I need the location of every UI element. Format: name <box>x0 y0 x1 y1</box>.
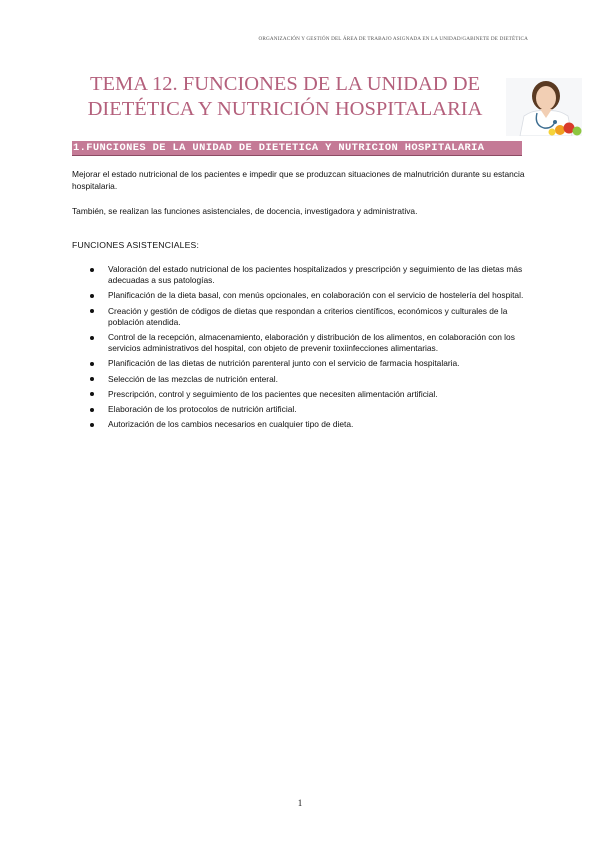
section-heading-bar <box>72 141 522 156</box>
list-item-text: Valoración del estado nutricional de los pacientes hospitalizados y prescripción y seguimiento de las dietas más adecuadas a sus patologías. <box>108 264 523 286</box>
bullet-icon <box>90 423 94 427</box>
page-title-line-1: TEMA 12. FUNCIONES DE LA UNIDAD DE <box>89 73 481 95</box>
running-header: ORGANIZACIÓN Y GESTIÓN DEL ÁREA DE TRABAJO ASIGNADA EN LA UNIDAD/GABINETE DE DIETÉTICA <box>258 36 528 42</box>
page-title <box>72 72 498 122</box>
list-item <box>90 332 530 354</box>
bullet-icon <box>90 377 94 381</box>
dietitian-photo <box>506 78 582 136</box>
list-item-text: Planificación de las dietas de nutrición parenteral junto con el servicio de farmacia hospitalaria. <box>108 358 460 369</box>
list-item-text: Prescripción, control y seguimiento de los pacientes que necesiten alimentación artificial. <box>108 388 438 399</box>
list-item-text: Creación y gestión de códigos de dietas que respondan a criterios científicos, económicos y culturales de la población atendida. <box>108 305 508 327</box>
bullet-icon <box>90 268 94 272</box>
section-heading: 1.FUNCIONES DE LA UNIDAD DE DIETETICA Y NUTRICION HOSPITALARIA <box>73 142 485 154</box>
list-item <box>90 306 530 328</box>
list-item <box>90 404 530 415</box>
list-item-text: Control de la recepción, almacenamiento, elaboración y distribución de los alimentos, en colaboración con los servicios administrativos del hospital, con objeto de prevenir toxiinfecciones alimentarias. <box>108 332 515 354</box>
list-item-text: Elaboración de los protocolos de nutrición artificial. <box>108 404 297 415</box>
list-item <box>90 264 530 286</box>
bullet-icon <box>90 294 94 298</box>
list-item <box>90 419 530 430</box>
list-item <box>90 358 530 369</box>
bullet-icon <box>90 362 94 366</box>
bullet-icon <box>90 392 94 396</box>
intro-paragraph: Mejorar el estado nutricional de los pacientes e impedir que se produzcan situaciones de malnutrición durante su estancia hospitalaria. <box>72 169 525 191</box>
bullet-list <box>90 264 530 434</box>
list-item-text: Planificación de la dieta basal, con menús opcionales, en colaboración con el servicio de hostelería del hospital. <box>108 290 524 301</box>
page-title-line-2: DIETÉTICA Y NUTRICIÓN HOSPITALARIA <box>87 98 483 120</box>
bullet-icon <box>90 408 94 412</box>
list-item <box>90 374 530 385</box>
bullet-icon <box>90 336 94 340</box>
list-item <box>90 290 530 301</box>
list-item <box>90 389 530 400</box>
list-item-text: Selección de las mezclas de nutrición enteral. <box>108 373 278 384</box>
page-number: 1 <box>297 798 303 808</box>
subheading-funciones-asistenciales: FUNCIONES ASISTENCIALES: <box>72 240 200 250</box>
list-item-text: Autorización de los cambios necesarios en cualquier tipo de dieta. <box>108 419 354 430</box>
functions-paragraph: También, se realizan las funciones asistenciales, de docencia, investigadora y administrativa. <box>72 206 418 216</box>
bullet-icon <box>90 309 94 313</box>
